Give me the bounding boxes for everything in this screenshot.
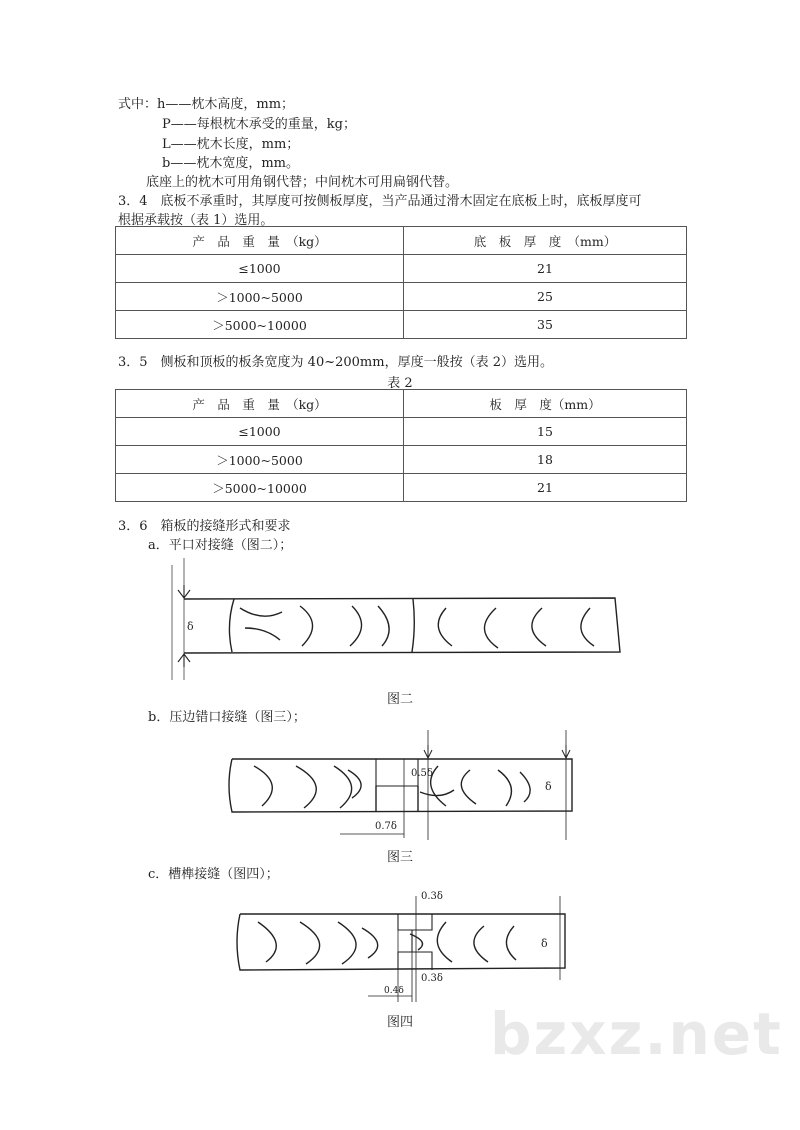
cell-thickness: 21 <box>404 255 687 283</box>
fig3-thickness-label: δ <box>545 780 552 793</box>
cell-thickness: 35 <box>404 311 687 339</box>
fig4-top-dimension: 0.3δ <box>421 891 443 902</box>
definition-p: P——每根枕木承受的重量，kg； <box>162 117 356 132</box>
fig4-thickness-label: δ <box>541 937 548 950</box>
cell-weight: ≤1000 <box>116 255 404 283</box>
sleeper-note: 底座上的枕木可用角钢代替；中间枕木可用扁钢代替。 <box>146 175 459 190</box>
section-3-4-line1: 3．4 底板不承重时，其厚度可按侧板厚度，当产品通过滑木固定在底板上时，底板厚度可 <box>118 194 642 209</box>
definition-intro: 式中：h——枕木高度，mm； <box>118 97 295 112</box>
header-thickness: 底 板 厚 度 （mm） <box>404 227 687 255</box>
fig4-bottom-dimension: 0.3δ <box>421 973 443 984</box>
fig3-vertical-dimension: 0.5δ <box>411 768 433 779</box>
section-3-6-title: 3．6 箱板的接缝形式和要求 <box>118 519 291 534</box>
figure-2-caption: 图二 <box>386 692 413 707</box>
item-a-label: a．平口对接缝（图二）； <box>148 538 293 553</box>
figure-4-caption: 图四 <box>386 1015 413 1030</box>
item-c-label: c．槽榫接缝（图四）； <box>148 867 279 882</box>
table-2-caption: 表 2 <box>387 376 413 391</box>
figure-3-caption: 图三 <box>386 850 413 865</box>
watermark: bzxz.net <box>490 1000 783 1068</box>
cell-thickness: 18 <box>404 446 687 474</box>
cell-weight: ＞5000~10000 <box>116 311 404 339</box>
cell-weight: ＞1000~5000 <box>116 446 404 474</box>
fig3-horizontal-dimension: 0.7δ <box>375 821 397 832</box>
cell-thickness: 25 <box>404 283 687 311</box>
fig4-horizontal-dimension: 0.4δ <box>384 986 404 996</box>
header-weight: 产 品 重 量 （kg） <box>116 390 404 418</box>
cell-thickness: 21 <box>404 474 687 502</box>
cell-weight: ＞1000~5000 <box>116 283 404 311</box>
cell-weight: ≤1000 <box>116 418 404 446</box>
cell-thickness: 15 <box>404 418 687 446</box>
section-3-5-line: 3．5 侧板和顶板的板条宽度为 40~200mm，厚度一般按（表 2）选用。 <box>118 355 553 370</box>
cell-weight: ＞5000~10000 <box>116 474 404 502</box>
definition-l: L——枕木长度，mm； <box>162 137 300 152</box>
definition-b: b——枕木宽度，mm。 <box>162 156 299 171</box>
fig2-thickness-label: δ <box>187 620 194 633</box>
header-thickness: 板 厚 度（mm） <box>404 390 687 418</box>
header-weight: 产 品 重 量 （kg） <box>116 227 404 255</box>
section-3-4-line2: 根据承载按（表 1）选用。 <box>118 213 274 228</box>
item-b-label: b．压边错口接缝（图三）； <box>148 710 306 725</box>
